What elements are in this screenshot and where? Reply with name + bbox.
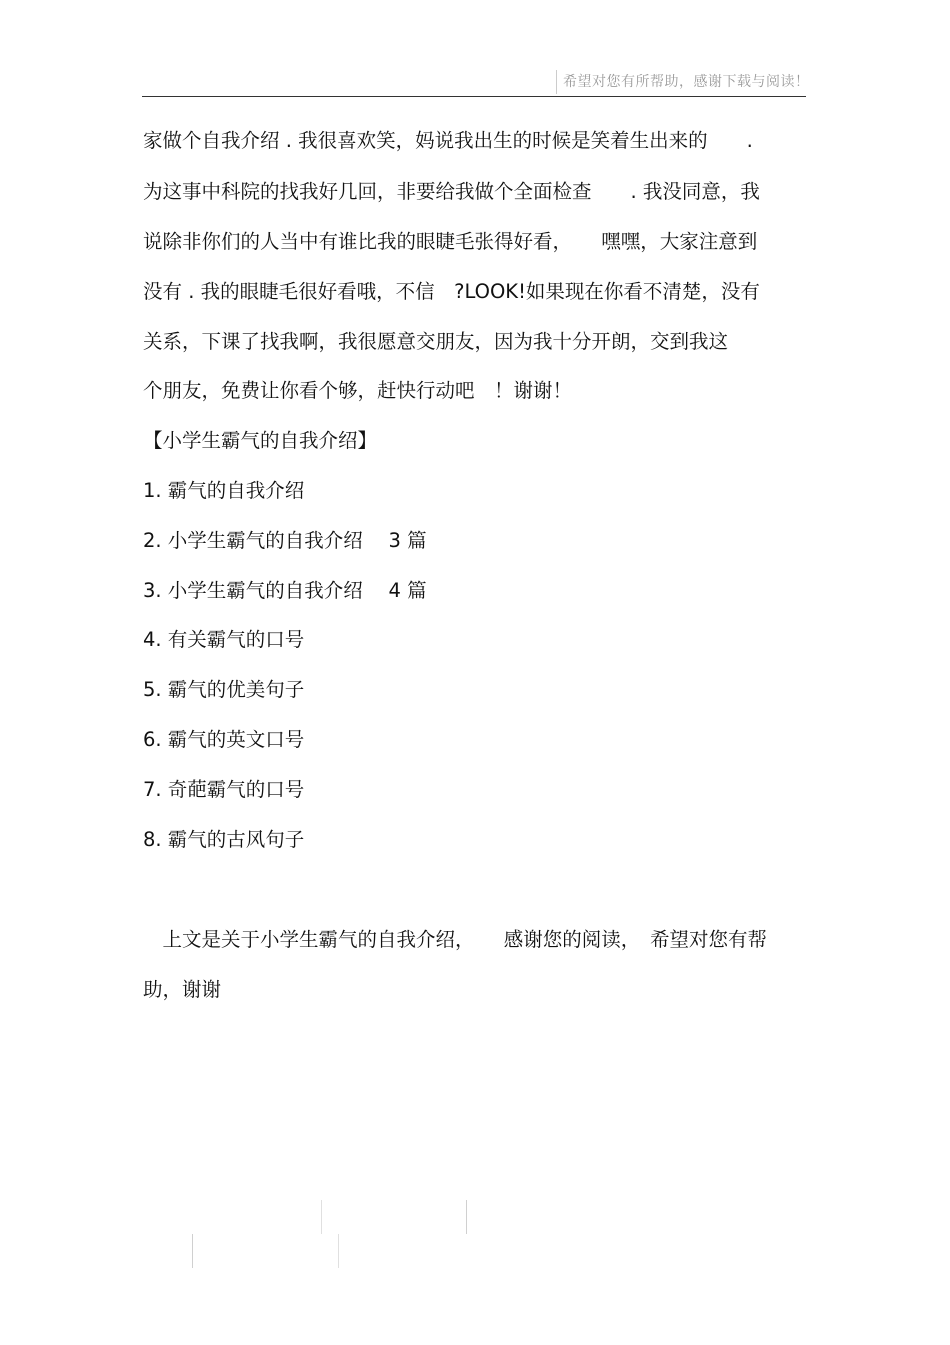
closing-line: 助，谢谢 xyxy=(143,978,222,1001)
body-line: 关系，下课了找我啊，我很愿意交朋友，因为我十分开朗，交到我这 xyxy=(143,330,729,353)
list-item[interactable]: 8. 霸气的古风句子 xyxy=(143,828,305,851)
divider-line xyxy=(321,1200,322,1234)
list-item[interactable]: 2. 小学生霸气的自我介绍 3 篇 xyxy=(143,529,427,552)
section-title: 【小学生霸气的自我介绍】 xyxy=(143,429,378,452)
body-line: 为这事中科院的找我好几回，非要给我做个全面检查 . 我没同意，我 xyxy=(143,180,760,203)
body-line: 没有 . 我的眼睫毛很好看哦，不信 ?LOOK!如果现在你看不清楚，没有 xyxy=(143,280,760,303)
list-item[interactable]: 1. 霸气的自我介绍 xyxy=(143,479,305,502)
body-line: 说除非你们的人当中有谁比我的眼睫毛张得好看， 嘿嘿，大家注意到 xyxy=(143,230,758,253)
body-line: 个朋友，免费让你看个够，赶快行动吧 ！谢谢！ xyxy=(143,379,573,402)
body-line: 家做个自我介绍 . 我很喜欢笑，妈说我出生的时候是笑着生出来的 . xyxy=(143,129,753,152)
divider-line xyxy=(338,1234,339,1268)
list-item[interactable]: 5. 霸气的优美句子 xyxy=(143,678,305,701)
list-item[interactable]: 6. 霸气的英文口号 xyxy=(143,728,305,751)
header-rule xyxy=(142,96,806,97)
closing-line: 上文是关于小学生霸气的自我介绍， 感谢您的阅读， 希望对您有帮 xyxy=(143,928,768,951)
list-item[interactable]: 7. 奇葩霸气的口号 xyxy=(143,778,305,801)
divider-line xyxy=(466,1200,467,1234)
list-item[interactable]: 3. 小学生霸气的自我介绍 4 篇 xyxy=(143,579,427,602)
header-note: 希望对您有所帮助，感谢下载与阅读！ xyxy=(556,70,804,94)
list-item[interactable]: 4. 有关霸气的口号 xyxy=(143,628,305,651)
divider-line xyxy=(192,1234,193,1268)
